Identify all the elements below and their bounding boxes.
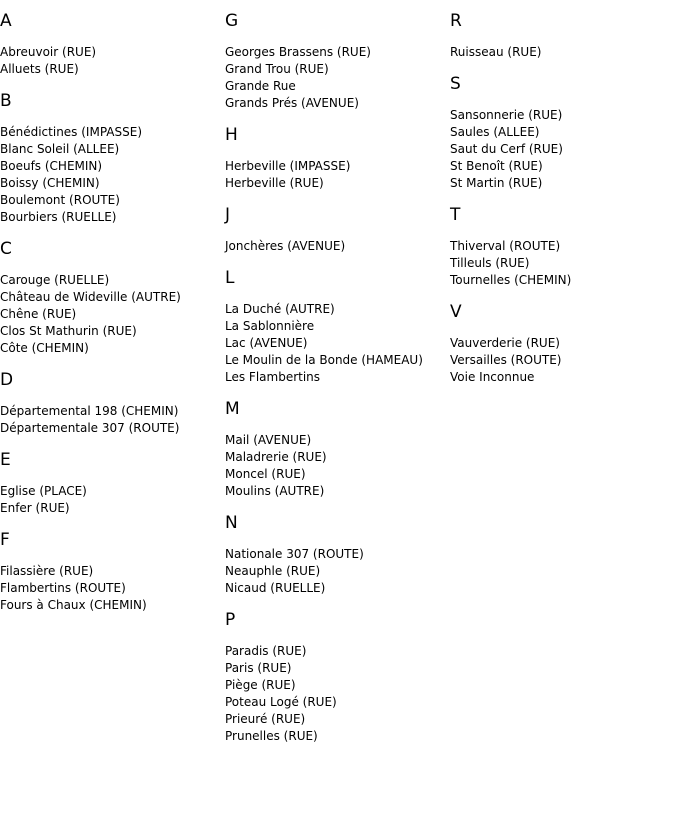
street-item: Maladrerie (RUE) [225, 450, 327, 464]
street-item: Chêne (RUE) [0, 307, 77, 321]
street-item: Départemental 198 (CHEMIN) [0, 404, 179, 418]
street-item: Moncel (RUE) [225, 467, 306, 481]
street-item: Alluets (RUE) [0, 62, 79, 76]
street-item: Moulins (AUTRE) [225, 484, 325, 498]
street-list [225, 643, 450, 745]
index-column [225, 10, 450, 757]
street-list [450, 107, 675, 192]
street-list [225, 158, 450, 192]
street-item: Flambertins (ROUTE) [0, 581, 126, 595]
letter-group [225, 512, 450, 597]
letter-heading: R [450, 11, 462, 31]
street-item: Boulemont (ROUTE) [0, 193, 120, 207]
letter-group [225, 609, 450, 745]
street-item: Neauphle (RUE) [225, 564, 321, 578]
letter-group [225, 204, 450, 255]
street-list [225, 238, 450, 255]
letter-heading: A [0, 11, 12, 31]
street-list [0, 272, 225, 357]
letter-group [450, 301, 675, 386]
letter-group [450, 10, 675, 61]
letter-heading: B [0, 91, 12, 111]
letter-group [225, 10, 450, 112]
street-item: Poteau Logé (RUE) [225, 695, 337, 709]
street-item: Blanc Soleil (ALLEE) [0, 142, 120, 156]
street-list [0, 563, 225, 614]
letter-heading: H [225, 125, 238, 145]
street-item: Boissy (CHEMIN) [0, 176, 100, 190]
letter-group [225, 398, 450, 500]
street-item: Paris (RUE) [225, 661, 292, 675]
street-item: Lac (AVENUE) [225, 336, 308, 350]
letter-heading: V [450, 302, 462, 322]
street-item: La Sablonnière [225, 319, 315, 333]
letter-heading: T [450, 205, 461, 225]
street-item: Le Moulin de la Bonde (HAMEAU) [225, 353, 423, 367]
street-item: St Martin (RUE) [450, 176, 543, 190]
index-column [450, 10, 675, 398]
letter-heading: C [0, 239, 12, 259]
street-item: Georges Brassens (RUE) [225, 45, 371, 59]
street-item: Mail (AVENUE) [225, 433, 312, 447]
letter-group [0, 529, 225, 614]
street-item: Prieuré (RUE) [225, 712, 306, 726]
street-item: Herbeville (IMPASSE) [225, 159, 351, 173]
street-item: Clos St Mathurin (RUE) [0, 324, 137, 338]
street-item: Eglise (PLACE) [0, 484, 87, 498]
street-list [450, 44, 675, 61]
street-item: Nicaud (RUELLE) [225, 581, 326, 595]
street-item: St Benoît (RUE) [450, 159, 543, 173]
index-column [0, 10, 225, 626]
street-item: Herbeville (RUE) [225, 176, 324, 190]
street-item: Fours à Chaux (CHEMIN) [0, 598, 147, 612]
street-item: Château de Wideville (AUTRE) [0, 290, 181, 304]
street-item: Voie Inconnue [450, 370, 535, 384]
letter-heading: F [0, 530, 10, 550]
street-item: Versailles (ROUTE) [450, 353, 562, 367]
street-list [450, 335, 675, 386]
street-list [225, 301, 450, 386]
letter-heading: G [225, 11, 239, 31]
street-list [0, 44, 225, 78]
letter-heading: D [0, 370, 14, 390]
street-item: Sansonnerie (RUE) [450, 108, 563, 122]
street-item: Paradis (RUE) [225, 644, 307, 658]
letter-heading: M [225, 399, 240, 419]
street-list [0, 483, 225, 517]
letter-group [0, 369, 225, 437]
street-item: Saules (ALLEE) [450, 125, 540, 139]
letter-heading: N [225, 513, 238, 533]
letter-group [0, 10, 225, 78]
street-item: Grands Prés (AVENUE) [225, 96, 359, 110]
street-item: Ruisseau (RUE) [450, 45, 542, 59]
letter-group [450, 73, 675, 192]
street-item: Prunelles (RUE) [225, 729, 318, 743]
street-item: Jonchères (AVENUE) [225, 239, 346, 253]
street-item: Piège (RUE) [225, 678, 296, 692]
letter-heading: S [450, 74, 461, 94]
street-item: Tilleuls (RUE) [450, 256, 530, 270]
letter-heading: E [0, 450, 11, 470]
street-list [0, 403, 225, 437]
letter-heading: P [225, 610, 236, 630]
street-item: Enfer (RUE) [0, 501, 70, 515]
street-item: La Duché (AUTRE) [225, 302, 335, 316]
street-list [450, 238, 675, 289]
street-list [225, 432, 450, 500]
letter-group [0, 449, 225, 517]
street-item: Grand Trou (RUE) [225, 62, 329, 76]
street-item: Grande Rue [225, 79, 296, 93]
street-item: Nationale 307 (ROUTE) [225, 547, 364, 561]
street-item: Côte (CHEMIN) [0, 341, 89, 355]
street-item: Bénédictines (IMPASSE) [0, 125, 142, 139]
street-item: Carouge (RUELLE) [0, 273, 110, 287]
street-list [0, 124, 225, 226]
letter-group [225, 124, 450, 192]
street-item: Boeufs (CHEMIN) [0, 159, 103, 173]
letter-group [0, 238, 225, 357]
street-item: Vauverderie (RUE) [450, 336, 560, 350]
letter-group [0, 90, 225, 226]
letter-group [225, 267, 450, 386]
street-item: Les Flambertins [225, 370, 321, 384]
letter-group [450, 204, 675, 289]
street-item: Abreuvoir (RUE) [0, 45, 97, 59]
street-list [225, 546, 450, 597]
street-item: Départementale 307 (ROUTE) [0, 421, 180, 435]
street-list [225, 44, 450, 112]
street-item: Thiverval (ROUTE) [450, 239, 561, 253]
street-item: Saut du Cerf (RUE) [450, 142, 563, 156]
letter-heading: L [225, 268, 235, 288]
letter-heading: J [225, 205, 231, 225]
street-item: Tournelles (CHEMIN) [450, 273, 572, 287]
street-item: Filassière (RUE) [0, 564, 94, 578]
street-item: Bourbiers (RUELLE) [0, 210, 117, 224]
